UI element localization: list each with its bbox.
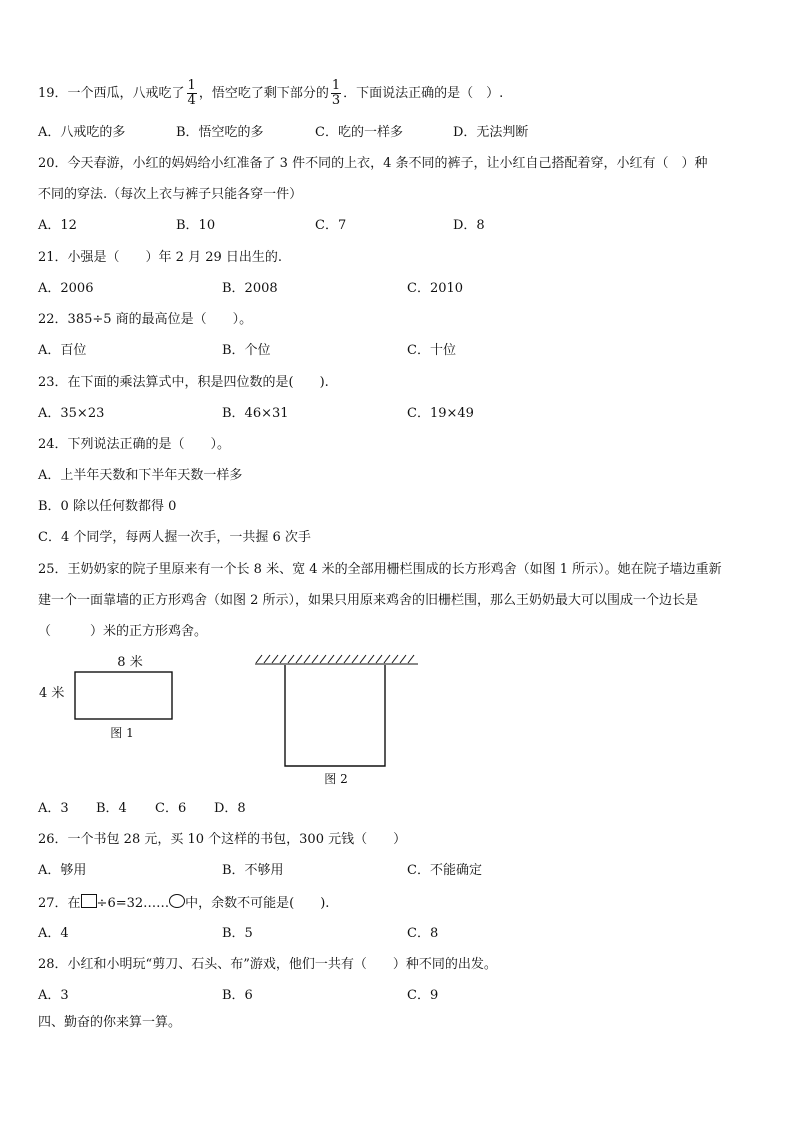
q21-option-c[interactable]: C．2010 (407, 281, 464, 296)
q22-option-b[interactable]: B．个位 (222, 343, 271, 358)
question-22: 22．385÷5 商的最高位是（ ）。 (38, 312, 253, 327)
q20-option-c[interactable]: C．7 (315, 218, 347, 233)
question-24: 24．下列说法正确的是（ ）。 (38, 437, 231, 452)
q20-option-d[interactable]: D．8 (453, 218, 485, 233)
fig1-length-label: 8 米 (117, 655, 143, 670)
question-26: 26．一个书包 28 元，买 10 个这样的书包，300 元钱（ ） (38, 832, 407, 847)
q19-option-b[interactable]: B．悟空吃的多 (176, 125, 264, 140)
q24-option-a[interactable]: A．上半年天数和下半年天数一样多 (38, 468, 243, 483)
figure-2 (250, 652, 425, 787)
q26-option-b[interactable]: B．不够用 (222, 863, 284, 878)
q21-option-a[interactable]: A．2006 (38, 281, 94, 296)
q26-option-a[interactable]: A．够用 (38, 863, 87, 878)
q25-option-b[interactable]: B．4 (96, 801, 127, 816)
fig2-wall-hatching (255, 655, 418, 664)
fig2-caption: 图 2 (324, 772, 348, 786)
fraction-one-third: $\frac{1}{3}$ (331, 78, 341, 108)
q19-option-d[interactable]: D．无法判断 (453, 125, 529, 140)
q28-option-b[interactable]: B．6 (222, 988, 253, 1003)
q26-option-c[interactable]: C．不能确定 (407, 863, 482, 878)
q25-option-a[interactable]: A．3 (38, 801, 69, 816)
q24-option-c[interactable]: C．4 个同学，每两人握一次手，一共握 6 次手 (38, 530, 311, 545)
question-25-line-3: （ ）米的正方形鸡舍。 (38, 624, 208, 639)
question-20-line-1: 20．今天春游，小红的妈妈给小红准备了 3 件不同的上衣，4 条不同的裤子，让小红自己搭配着穿，小红有（ ）种 (38, 156, 708, 171)
question-20-line-2: 不同的穿法.（每次上衣与裤子只能各穿一件） (38, 187, 303, 202)
question-23: 23．在下面的乘法算式中，积是四位数的是( ). (38, 375, 329, 390)
fraction-one-quarter: $\frac{1}{4}$ (187, 78, 196, 108)
q23-option-b[interactable]: B．46×31 (222, 406, 289, 421)
question-25-line-1: 25．王奶奶家的院子里原来有一个长 8 米、宽 4 米的全部用栅栏围成的长方形鸡舍（如图 1 所示）。她在院子墙边重新 (38, 562, 722, 577)
q23-option-a[interactable]: A．35×23 (38, 406, 105, 421)
q19-option-c[interactable]: C．吃的一样多 (315, 125, 403, 140)
fig1-rectangle (75, 672, 172, 719)
blank-box-shape (81, 894, 97, 908)
q21-option-b[interactable]: B．2008 (222, 281, 278, 296)
blank-circle-shape (169, 894, 185, 908)
q22-option-a[interactable]: A．百位 (38, 343, 87, 358)
question-25-line-2: 建一个一面靠墙的正方形鸡舍（如图 2 所示），如果只用原来鸡舍的旧栅栏围，那么王奶奶最大可以围成一个边长是 (38, 593, 699, 608)
q24-option-b[interactable]: B．0 除以任何数都得 0 (38, 499, 177, 514)
question-27: 27．在 ÷6=32…… 中，余数不可能是( ). (38, 896, 330, 911)
fig1-caption: 图 1 (110, 726, 134, 740)
question-28: 28．小红和小明玩“剪刀、石头、布”游戏，他们一共有（ ）种不同的出发。 (38, 957, 497, 972)
q23-option-c[interactable]: C．19×49 (407, 406, 474, 421)
q28-option-a[interactable]: A．3 (38, 988, 69, 1003)
q28-option-c[interactable]: C．9 (407, 988, 439, 1003)
fig2-square-fence (285, 665, 385, 766)
q27-option-b[interactable]: B．5 (222, 926, 253, 941)
question-19: 19．一个西瓜，八戒吃了 $\frac{1}{4}$ ，悟空吃了剩下部分的 $\frac{1}{3}$ ．下面说法正确的是（ ）. (38, 78, 504, 108)
q25-option-c[interactable]: C．6 (155, 801, 187, 816)
figure-1 (36, 650, 186, 745)
q20-option-a[interactable]: A．12 (38, 218, 77, 233)
fig1-width-label: 4 米 (39, 686, 65, 701)
question-21: 21．小强是（ ）年 2 月 29 日出生的. (38, 250, 283, 265)
section-4-title: 四、勤奋的你来算一算。 (38, 1015, 182, 1030)
q20-option-b[interactable]: B．10 (176, 218, 216, 233)
q25-option-d[interactable]: D．8 (214, 801, 246, 816)
q27-option-a[interactable]: A．4 (38, 926, 69, 941)
q27-option-c[interactable]: C．8 (407, 926, 439, 941)
q19-option-a[interactable]: A．八戒吃的多 (38, 125, 126, 140)
q22-option-c[interactable]: C．十位 (407, 343, 456, 358)
